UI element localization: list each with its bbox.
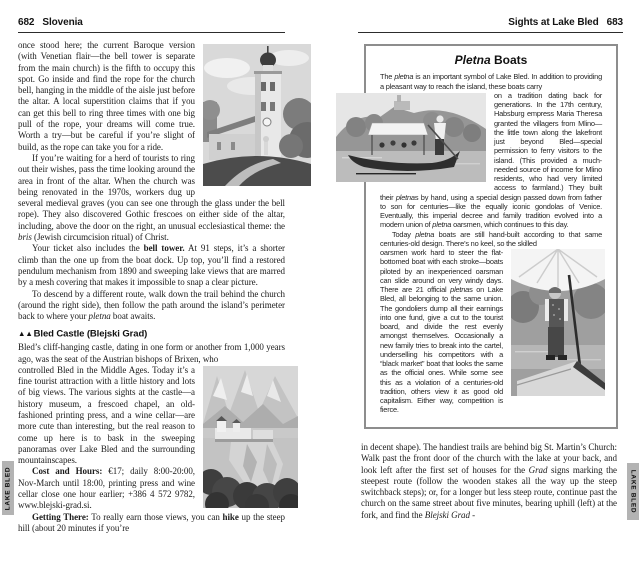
sidebar-paragraph-intro: The pletna is an important symbol of Lake Bled. In addition to providing a pleasant way to reach the island, these boats carry: [380, 72, 602, 91]
lake-bled-tab-label: LAKE BLED: [629, 469, 637, 514]
rating-triangles-icon: ▲▲: [18, 329, 33, 339]
pletna-oarsman-photo: [511, 249, 605, 396]
paragraph-cost-hours: Cost and Hours: €17; daily 8:00-20:00, Nov-March until 18:00, printing press and wine cellar close one hour earlier; +386 4 572 9782, www.blejski-grad.si.: [18, 466, 195, 511]
left-text-column: [18, 40, 285, 534]
paragraph-church-bell: once stood here; the current Baroque version (with Venetian flair—the bell tower is separate from the main church) is the fifth to occupy this spot. Go inside and find the rope for the church bell, hanging in the middle of the aisle just before the altar. A local superstition claims that if you can get this bell to ring three times with one big pull of the rope, your dreams will come true. Worth a try—but be careful if you’re slight of build, as the rope can take you for a ride.: [18, 40, 195, 152]
section-title: Sights at Lake Bled: [508, 17, 599, 28]
sight-heading-label: Bled Castle (Blejski Grad): [33, 328, 148, 340]
pletna-boat-illustration: [336, 93, 486, 182]
page-number: 683: [606, 17, 623, 28]
lake-bled-margin-tab-left: [2, 461, 14, 515]
sidebar-paragraph-today-b: oarsmen work hard to steer the flat-bottomed boat with each stroke—boats piloted by an inexperienced oarsman can slide around on very windy days. There are 21 official pletnas on Lake Bled, all belonging to the same union. The gondoliers dump all their earnings into one fund, give a cut to the tourist board, and divide the rest evenly amongst themselves. Occasionally a new family tries to break into the cartel, underselling his competitors with a “black market” boat that looks the same as the official ones. While some see this as a violation of a centuries-old tradition, others view it as good old capitalism. Either way, competition is fierce.: [380, 248, 503, 415]
header-rule-left: [18, 32, 285, 33]
lake-bled-margin-tab-right: [627, 463, 639, 520]
pletna-boat-photo: [336, 93, 486, 182]
left-page-header: [18, 17, 320, 28]
chapter-title: Slovenia: [42, 17, 83, 28]
paragraph-bell-tower: Your ticket also includes the bell tower. At 91 steps, it’s a shorter climb than the one up from the boat dock. Up top, you’ll find a restored pendulum mechanism from 1890 and sweeping lake views that are marred by a mesh covering that makes it impossible to snap a clear picture.: [18, 243, 285, 288]
sidebar-paragraph-today-a: Today pletna boats are still hand-built according to that same centuries-old design. There’s no keel, so the skilled: [380, 229, 603, 248]
header-rule-right: [358, 32, 623, 33]
paragraph-castle-intro-a: Bled’s cliff-hanging castle, dating in one form or another from 1,000 years ago, was the seat of the Austrian bishops of Brixen, who: [18, 342, 285, 364]
sight-heading-bled-castle: [18, 328, 285, 340]
lake-bled-tab-label: LAKE BLED: [4, 466, 12, 510]
sidebar-paragraph-history: on a tradition dating back for generations. In the 17th century, Habsburg empress Maria Theresa granted the villagers from Mlino—the little town along the lakefront just beyond Bled—special permission to ferry visitors to the island. (This provided a much-needed source of income for Mlino residents, who had very limited access to farmland.) They built their pletnas by hand, using a special design passed down from father to son for centuries—like the equally iconic gondolas of Venice. Eventually, this imperial decree and family tradition evolved into a modern union of pletna oarsmen, which continues to this day.: [380, 90, 603, 230]
bled-castle-illustration: [203, 366, 298, 508]
pletna-boats-sidebar: [364, 44, 618, 429]
paragraph-frescoes: If you’re waiting for a herd of tourists to ring out their wishes, pass the time looking around the area in front of the altar. When the church was being renovated in the 1970s, workers dug up several medieval graves (you can see one through the glass under the bell rope). They also discovered Gothic frescoes on either side of the altar, including, above the door on the right, an unusual ecclesiastical theme: the bris (Jewish circumcision ritual) of Christ.: [18, 152, 285, 243]
page-number: 682: [18, 17, 35, 28]
paragraph-trails: in decent shape). The handiest trails are behind big St. Martin’s Church: Walk past the front door of the church with the lake at your back, and look left after the first set of houses for the Grad signs marking the steepest route (follow the wooden stakes all the way up the steep switchback steps); or, for a longer but less steep route, continue past the church on the same street about five minutes, bearing uphill (left) at the fork, and find the Blejski Grad -: [361, 442, 617, 520]
bled-castle-photo: [203, 366, 298, 508]
pletna-oarsman-illustration: [511, 249, 605, 396]
paragraph-castle-intro-b: controlled Bled in the Middle Ages. Today it’s a fine tourist attraction with a little history and lots of big views. The various sights at the castle—a history museum, a frescoed chapel, an old-fashioned printing press, and a wine cellar—are more cute than interesting, but the real reason to come up here is to bask in the sweeping panoramas over Lake Bled and the surrounding mountainscapes.: [18, 364, 195, 466]
church-bell-tower-illustration: [203, 44, 311, 186]
paragraph-getting-there: Getting There: To really earn those views, you can hike up the steep hill (about 20 minutes if you’re: [18, 511, 285, 533]
church-bell-tower-photo: [203, 44, 311, 186]
right-page-header: [320, 17, 623, 28]
sidebar-title: Pletna Boats: [454, 53, 528, 67]
paragraph-descend: To descend by a different route, walk down the trail behind the church (around the right side), then follow the path around the island’s perimeter back to where your pletna boat awaits.: [18, 288, 285, 322]
page-right: [320, 0, 640, 568]
